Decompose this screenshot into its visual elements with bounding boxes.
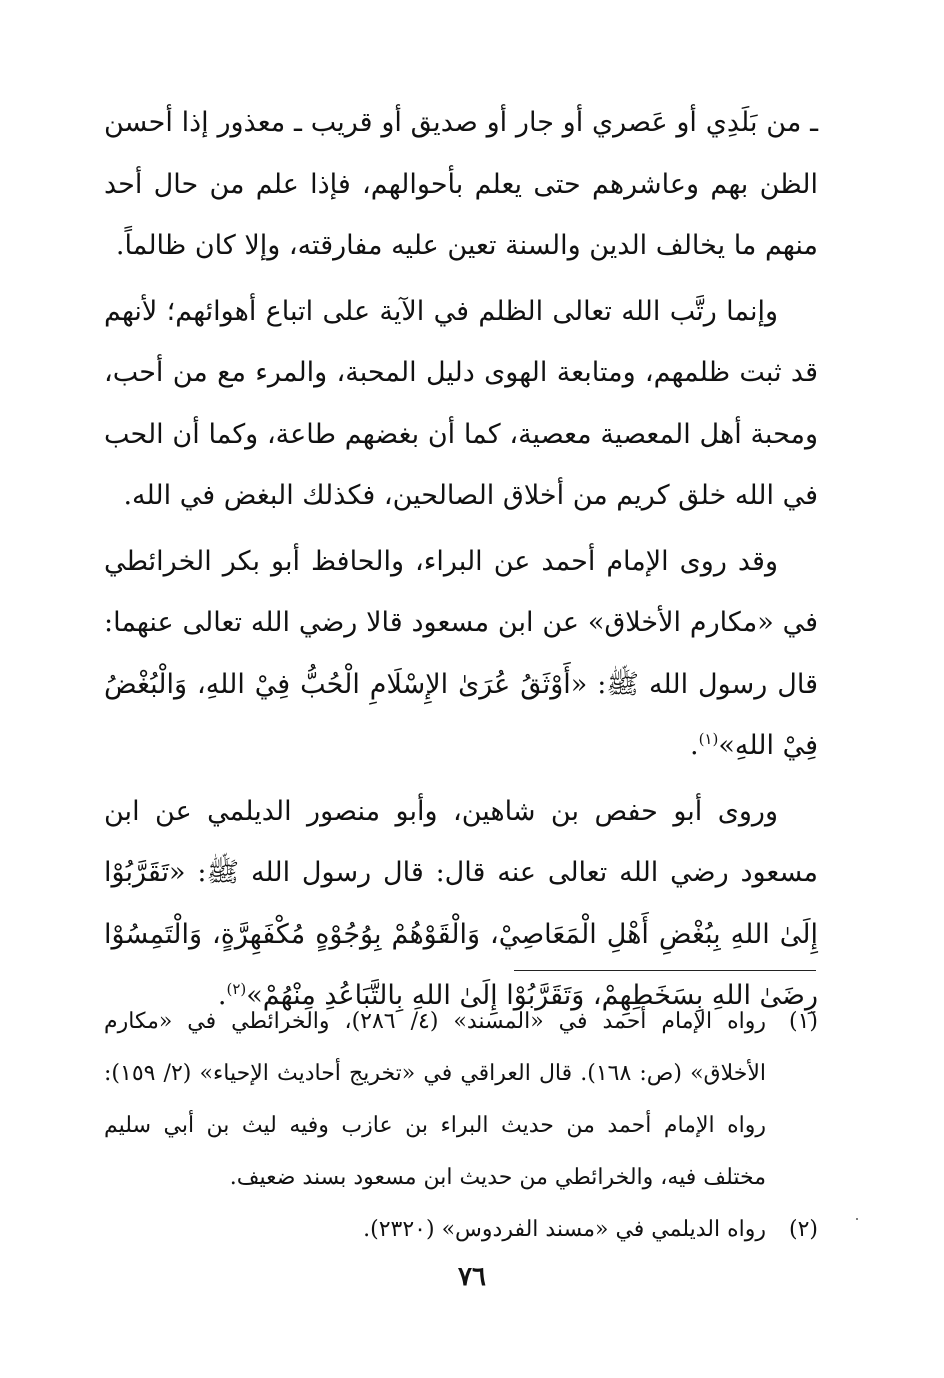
- footnote-number: (٢): [788, 1217, 818, 1242]
- footnote-1: [104, 996, 818, 1204]
- paragraph-1: [104, 92, 818, 277]
- scan-speck: [856, 1218, 858, 1220]
- paragraph-4-text: وروى أبو حفص بن شاهين، وأبو منصور الديلمي عن ابن مسعود رضي الله تعالى عنه قال: قال رسول الله ﷺ: «تَقَرَّبُوْا إِلَىٰ اللهِ بِبُغْضِ أَهْلِ الْمَعَاصِيْ، وَالْقَوْهُمْ بِوُجُوْهٍ مُكْفَهِرَّةٍ، وَالْتَمِسُوْا رِضَىٰ اللهِ بِسَخَطِهِمْ، وَتَقَرَّبُوْا إِلَىٰ اللهِ بِالتَّبَاعُدِ مِنْهُمْ»: [104, 795, 818, 1011]
- footnote-number: (١): [788, 1009, 818, 1034]
- footnote-2: [104, 1204, 818, 1256]
- paragraph-2: [104, 281, 818, 527]
- footnote-ref-1[interactable]: (١): [698, 730, 719, 748]
- footnote-text: رواه الديلمي في «مسند الفردوس» (٢٣٢٠).: [363, 1217, 766, 1242]
- paragraph-3-tail: .: [689, 730, 699, 761]
- paragraph-4: [104, 781, 818, 1027]
- footnote-text: رواه الإمام أحمد في «المسند» (٤/ ٢٨٦)، والخرائطي في «مكارم الأخلاق» (ص: ١٦٨). قال العراقي في «تخريج أحاديث الإحياء» (٢/ ١٥٩): رواه الإمام أحمد من حديث البراء بن عازب وفيه ليث بن أبي سليم مختلف فيه، والخرائطي من حديث ابن مسعود بسند ضعيف.: [104, 1009, 767, 1190]
- page-number: ٧٦: [458, 1262, 486, 1292]
- footnote-separator: [514, 970, 816, 971]
- paragraph-3-text: وقد روى الإمام أحمد عن البراء، والحافظ أبو بكر الخرائطي في «مكارم الأخلاق» عن ابن مسعود قالا رضي الله تعالى عنهما: قال رسول الله ﷺ: «أَوْثَقُ عُرَىٰ الإِسْلَامِ الْحُبُّ فِيْ اللهِ، وَالْبُغْضُ فِيْ اللهِ»: [104, 545, 818, 761]
- paragraph-3: [104, 531, 818, 777]
- paragraph-4-tail: .: [217, 980, 227, 1011]
- footnote-ref-2[interactable]: (٢): [226, 980, 247, 998]
- paragraph-2-text: وإنما رتَّب الله تعالى الظلم في الآية على اتباع أهوائهم؛ لأنهم قد ثبت ظلمهم، ومتابعة الهوى دليل المحبة، والمرء مع من أحب، ومحبة أهل المعصية معصية، كما أن بغضهم طاعة، وكما أن الحب في الله خلق كريم من أخلاق الصالحين، فكذلك البغض في الله.: [104, 295, 818, 511]
- footnotes: [104, 996, 818, 1256]
- paragraph-1-text: ـ من بَلَدِي أو عَصري أو جار أو صديق أو قريب ـ معذور إذا أحسن الظن بهم وعاشرهم حتى يعلم بأحوالهم، فإذا علم من حال أحد منهم ما يخالف الدين والسنة تعين عليه مفارقته، وإلا كان ظالماً.: [104, 107, 818, 261]
- main-text: [104, 92, 818, 1031]
